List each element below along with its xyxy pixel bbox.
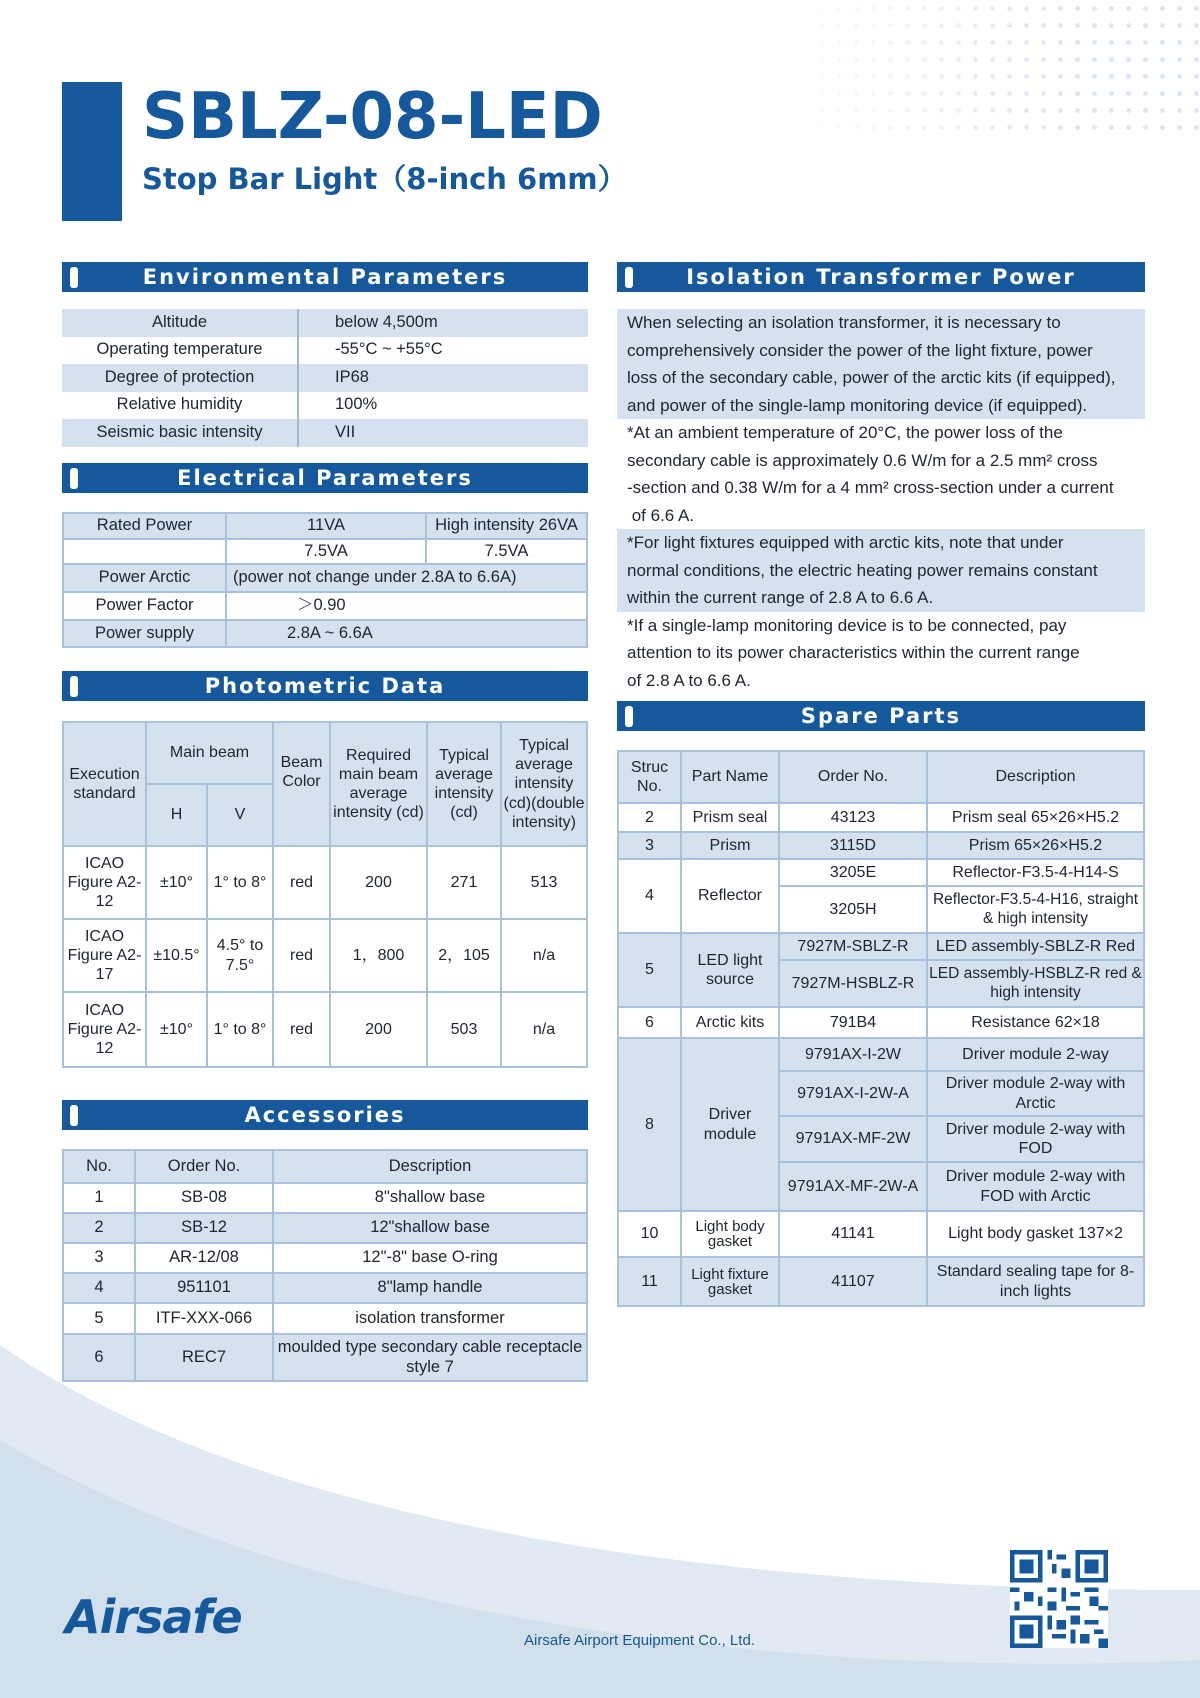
table-cell: 1，800 <box>330 919 427 992</box>
table-cell: 9791AX-I-2W-A <box>779 1071 927 1116</box>
table-cell: 951101 <box>135 1273 273 1303</box>
page-subtitle: Stop Bar Light（8-inch 6mm） <box>142 162 627 196</box>
table-cell: 11VA <box>226 513 426 539</box>
table-cell: Driver module 2-way with FOD with Arctic <box>927 1162 1144 1211</box>
text-line: secondary cable is approximately 0.6 W/m for a 2.5 mm² cross <box>627 450 1098 470</box>
table-header: Description <box>273 1150 587 1183</box>
table-cell: Arctic kits <box>681 1007 779 1038</box>
table-cell: 41141 <box>779 1211 927 1257</box>
table-cell: 43123 <box>779 803 927 832</box>
table-cell: 503 <box>427 992 501 1067</box>
text-line: attention to its power characteristics within the current range <box>627 643 1080 662</box>
table-cell: red <box>273 919 330 992</box>
table-cell: 1 <box>63 1183 135 1213</box>
section-heading-spare-parts: Spare Parts <box>617 701 1145 731</box>
table-cell: 200 <box>330 846 427 919</box>
table-cell: 3 <box>63 1243 135 1273</box>
table-cell: 12"-8" base O-ring <box>273 1243 587 1273</box>
table-cell: 7.5VA <box>226 539 426 564</box>
table-cell: ICAO Figure A2-12 <box>63 846 146 919</box>
table-cell: ±10.5° <box>146 919 207 992</box>
text-line: within the current range of 2.8 A to 6.6 A. <box>617 584 1145 612</box>
table-cell: 9791AX-MF-2W <box>779 1116 927 1162</box>
photometric-table <box>62 721 588 1068</box>
table-cell: 2.8A ~ 6.6A <box>226 620 587 647</box>
table-cell: 9791AX-I-2W <box>779 1038 927 1071</box>
table-cell: Prism seal <box>681 803 779 832</box>
table-cell: Operating temperature <box>62 337 298 365</box>
table-cell: 4 <box>63 1273 135 1303</box>
qr-code-icon <box>1010 1550 1108 1648</box>
text-line: When selecting an isolation transformer, it is necessary to <box>617 309 1145 337</box>
table-header: Execution standard <box>63 722 146 846</box>
table-header: No. <box>63 1150 135 1183</box>
table-cell: 200 <box>330 992 427 1067</box>
table-cell: Standard sealing tape for 8-inch lights <box>927 1257 1144 1306</box>
table-cell: 7.5VA <box>426 539 587 564</box>
table-cell: Driver module 2-way <box>927 1038 1144 1071</box>
table-cell: Power Factor <box>63 592 226 620</box>
table-cell: 3115D <box>779 832 927 859</box>
table-cell: SB-08 <box>135 1183 273 1213</box>
table-cell: 100% <box>335 395 378 414</box>
table-cell: Driver module <box>681 1038 779 1211</box>
company-name: Airsafe Airport Equipment Co., Ltd. <box>524 1632 755 1649</box>
table-header: V <box>207 784 273 846</box>
table-cell: Relative humidity <box>62 392 298 420</box>
table-cell: Rated Power <box>63 513 226 539</box>
environmental-table <box>62 309 588 447</box>
table-cell: Degree of protection <box>62 364 298 392</box>
table-cell: 11 <box>618 1257 681 1306</box>
table-cell: Prism <box>681 832 779 859</box>
table-cell: 6 <box>618 1007 681 1038</box>
table-cell: AR-12/08 <box>135 1243 273 1273</box>
isolation-text <box>617 309 1145 694</box>
section-heading-photometric: Photometric Data <box>62 671 588 701</box>
table-cell: n/a <box>501 992 587 1067</box>
table-header: Required main beam average intensity (cd) <box>330 722 427 846</box>
table-cell: LED assembly-SBLZ-R Red <box>927 933 1144 960</box>
text-line: loss of the secondary cable, power of the arctic kits (if equipped), <box>617 364 1145 392</box>
table-cell: Prism 65×26×H5.2 <box>927 832 1144 859</box>
spare-parts-table <box>617 750 1145 1307</box>
table-cell: 3205E <box>779 859 927 886</box>
table-cell: Seismic basic intensity <box>62 419 298 447</box>
table-header: Order No. <box>135 1150 273 1183</box>
text-line: of 6.6 A. <box>627 505 695 525</box>
table-cell: LED assembly-HSBLZ-R red & high intensity <box>927 960 1144 1007</box>
table-cell: 12"shallow base <box>273 1213 587 1243</box>
table-header: Order No. <box>779 751 927 803</box>
table-cell: Power supply <box>63 620 226 647</box>
table-cell: 9791AX-MF-2W-A <box>779 1162 927 1211</box>
page-title: SBLZ-08-LED <box>142 80 603 154</box>
section-heading-accessories: Accessories <box>62 1100 588 1130</box>
table-cell: Altitude <box>62 309 298 337</box>
table-cell: 41107 <box>779 1257 927 1306</box>
table-cell <box>63 539 226 564</box>
table-cell: 7927M-SBLZ-R <box>779 933 927 960</box>
table-cell: Light fixture gasket <box>681 1257 779 1306</box>
table-cell: moulded type secondary cable receptacle style 7 <box>273 1334 587 1381</box>
table-cell: ±10° <box>146 992 207 1067</box>
table-cell: 2 <box>618 803 681 832</box>
table-cell: below 4,500m <box>298 309 588 337</box>
table-cell: 271 <box>427 846 501 919</box>
text-line: comprehensively consider the power of the light fixture, power <box>617 337 1145 365</box>
table-cell: 791B4 <box>779 1007 927 1038</box>
table-cell: VII <box>298 419 588 447</box>
table-cell: 3 <box>618 832 681 859</box>
table-cell: Power Arctic <box>63 564 226 592</box>
table-cell: 7927M-HSBLZ-R <box>779 960 927 1007</box>
table-cell: ICAO Figure A2-12 <box>63 992 146 1067</box>
table-cell: 1° to 8° <box>207 992 273 1067</box>
text-line: normal conditions, the electric heating power remains constant <box>617 557 1145 585</box>
table-cell: Driver module 2-way with Arctic <box>927 1071 1144 1116</box>
table-cell: 8"shallow base <box>273 1183 587 1213</box>
text-line: *At an ambient temperature of 20°C, the power loss of the <box>627 423 1063 442</box>
table-cell: Light body gasket 137×2 <box>927 1211 1144 1257</box>
text-line: -section and 0.38 W/m for a 4 mm² cross-section under a current <box>627 478 1114 497</box>
table-cell: IP68 <box>298 364 588 392</box>
table-cell: Reflector-F3.5-4-H16, straight & high intensity <box>927 886 1144 933</box>
table-cell: red <box>273 846 330 919</box>
airsafe-logo: Airsafe <box>65 1590 242 1644</box>
table-cell: 1° to 8° <box>207 846 273 919</box>
table-cell: Driver module 2-way with FOD <box>927 1116 1144 1162</box>
section-heading-environmental: Environmental Parameters <box>62 262 588 292</box>
table-cell: ITF-XXX-066 <box>135 1303 273 1334</box>
table-cell: 4.5° to 7.5° <box>207 919 273 992</box>
table-header: Typical average intensity (cd)(double intensity) <box>501 722 587 846</box>
text-line: *If a single-lamp monitoring device is to be connected, pay <box>627 615 1067 635</box>
table-cell: red <box>273 992 330 1067</box>
table-cell: 5 <box>63 1303 135 1334</box>
table-cell: -55°C ~ +55°C <box>335 340 443 359</box>
table-cell: REC7 <box>135 1334 273 1381</box>
decorative-dot-pattern <box>780 0 1200 130</box>
table-cell: Reflector <box>681 859 779 933</box>
table-header: Beam Color <box>273 722 330 846</box>
table-cell: ICAO Figure A2-17 <box>63 919 146 992</box>
table-cell: (power not change under 2.8A to 6.6A) <box>226 564 587 592</box>
table-cell: Prism seal 65×26×H5.2 <box>927 803 1144 832</box>
table-cell: n/a <box>501 919 587 992</box>
table-header: Description <box>927 751 1144 803</box>
table-cell: Light body gasket <box>681 1211 779 1257</box>
electrical-table <box>62 512 588 648</box>
table-header: Main beam <box>146 722 273 784</box>
text-line: *For light fixtures equipped with arctic kits, note that under <box>617 529 1145 557</box>
table-cell: 3205H <box>779 886 927 933</box>
table-cell: 8"lamp handle <box>273 1273 587 1303</box>
table-cell: Resistance 62×18 <box>927 1007 1144 1038</box>
table-cell: High intensity 26VA <box>426 513 587 539</box>
title-accent-bar <box>62 82 122 221</box>
table-cell: ±10° <box>146 846 207 919</box>
table-header: H <box>146 784 207 846</box>
table-header: Typical average intensity (cd) <box>427 722 501 846</box>
section-heading-electrical: Electrical Parameters <box>62 463 588 493</box>
text-line: of 2.8 A to 6.6 A. <box>627 670 751 690</box>
table-cell: 513 <box>501 846 587 919</box>
table-cell: 6 <box>63 1334 135 1381</box>
table-cell: 10 <box>618 1211 681 1257</box>
table-cell: SB-12 <box>135 1213 273 1243</box>
table-cell: ＞0.90 <box>226 592 587 620</box>
table-cell: 2 <box>63 1213 135 1243</box>
table-cell: 5 <box>618 933 681 1007</box>
table-cell: isolation transformer <box>273 1303 587 1334</box>
table-header: Struc No. <box>618 751 681 803</box>
table-header: Part Name <box>681 751 779 803</box>
section-heading-isolation: Isolation Transformer Power <box>617 262 1145 292</box>
table-cell: 4 <box>618 859 681 933</box>
table-cell: LED light source <box>681 933 779 1007</box>
table-cell: 2，105 <box>427 919 501 992</box>
table-cell: 8 <box>618 1038 681 1211</box>
text-line: and power of the single-lamp monitoring device (if equipped). <box>617 392 1145 420</box>
table-cell: Reflector-F3.5-4-H14-S <box>927 859 1144 886</box>
